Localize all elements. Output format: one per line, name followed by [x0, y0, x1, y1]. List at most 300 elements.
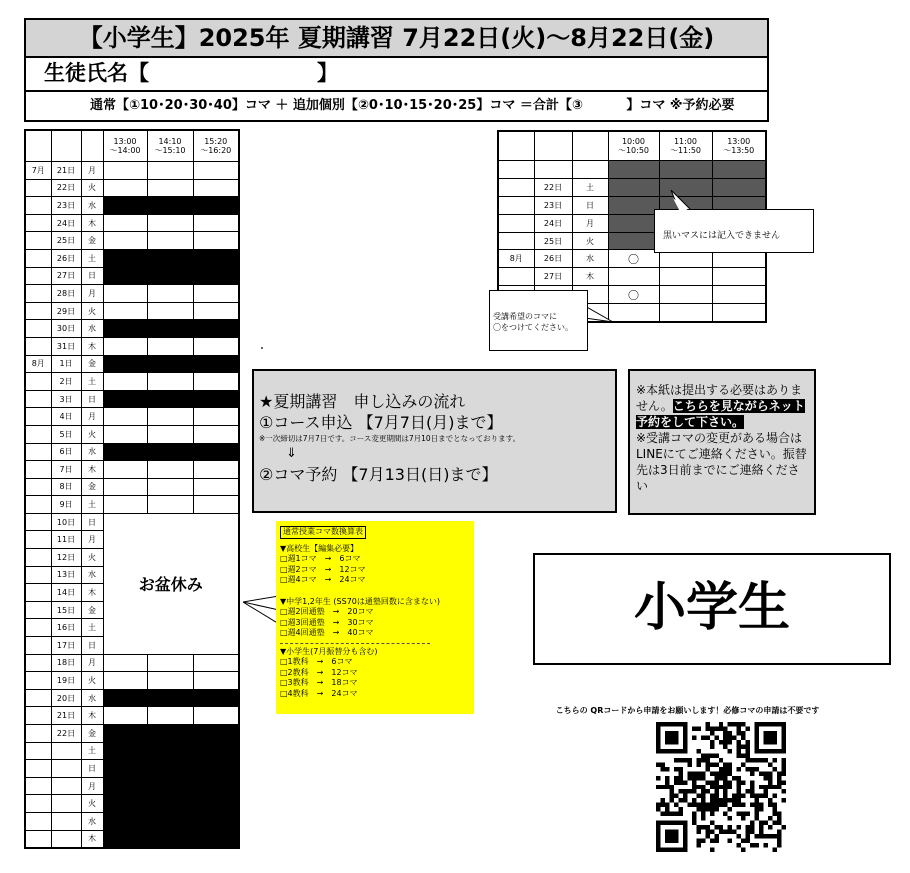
day-cell: 12日 [51, 549, 81, 567]
unavailable-slot [103, 795, 147, 813]
schedule-row [25, 425, 239, 443]
unavailable-slot [193, 355, 239, 373]
slot-cell[interactable] [103, 302, 147, 320]
conversion-line: □週2コマ → 12コマ [280, 564, 366, 574]
conversion-line: □週3回通塾 → 30コマ [280, 617, 374, 627]
month-cell [498, 214, 534, 232]
weekday-cell: 土 [81, 742, 103, 760]
slot-cell[interactable] [147, 408, 193, 426]
slot-cell[interactable] [103, 232, 147, 250]
flow-step1-note: ※一次締切は7月7日です。コース変更期間は7月10日までとなっております。 [259, 434, 521, 443]
month-cell [25, 214, 51, 232]
unavailable-slot [147, 777, 193, 795]
conversion-line: □4教科 → 24コマ [280, 688, 358, 698]
unavailable-slot [103, 443, 147, 461]
day-cell: 15日 [51, 601, 81, 619]
header-blank-cell [572, 131, 608, 161]
slot-cell[interactable] [103, 337, 147, 355]
unavailable-slot [103, 725, 147, 743]
day-cell: 25日 [51, 232, 81, 250]
weekday-cell: 日 [81, 760, 103, 778]
schedule-row [25, 777, 239, 795]
slot-cell[interactable] [103, 408, 147, 426]
month-cell [25, 601, 51, 619]
schedule-table [24, 129, 240, 849]
month-cell [25, 812, 51, 830]
conversion-group-heading: ▼中学1,2年生 (SS70は通塾回数に含まない) [280, 596, 440, 606]
unavailable-slot [147, 267, 193, 285]
slot-cell[interactable] [193, 408, 239, 426]
month-cell [25, 777, 51, 795]
conversion-line: □週1コマ → 6コマ [280, 554, 361, 563]
month-cell: 8月 [25, 355, 51, 373]
slot-cell[interactable] [193, 162, 239, 180]
slot-cell[interactable] [193, 425, 239, 443]
schedule-row [25, 355, 239, 373]
weekday-cell: 火 [81, 672, 103, 690]
slot-cell[interactable] [193, 478, 239, 496]
slot-cell[interactable] [147, 478, 193, 496]
month-cell [25, 337, 51, 355]
dashed-divider [280, 643, 430, 644]
unavailable-slot [103, 777, 147, 795]
slot-cell[interactable] [147, 162, 193, 180]
conversion-group-heading: ▼小学生(7月振替分も含む) [280, 646, 378, 656]
selected-slot-circle[interactable]: 〇 [608, 286, 659, 304]
schedule-row [25, 654, 239, 672]
month-cell [25, 179, 51, 197]
day-cell: 4日 [51, 408, 81, 426]
day-cell: 27日 [51, 267, 81, 285]
schedule-row [25, 742, 239, 760]
month-cell [25, 302, 51, 320]
day-cell: 17日 [51, 637, 81, 655]
student-name-field: 生徒氏名【 】 [24, 58, 769, 92]
day-cell: 10日 [51, 513, 81, 531]
slot-cell[interactable] [147, 707, 193, 725]
day-cell [51, 795, 81, 813]
slot-cell[interactable] [103, 162, 147, 180]
month-cell [25, 197, 51, 215]
month-cell [25, 425, 51, 443]
day-cell: 21日 [51, 707, 81, 725]
time-slot-header [608, 131, 659, 161]
slot-cell[interactable] [608, 268, 659, 286]
weekday-cell: 木 [81, 584, 103, 602]
header-blank-cell [81, 130, 103, 162]
month-cell [25, 513, 51, 531]
slot-cell[interactable] [103, 672, 147, 690]
time-slot-text: 15:20 [204, 137, 228, 146]
conversion-line: □週2回通塾 → 20コマ [280, 607, 374, 616]
notice-part2: ※受講コマの変更がある場合はLINEにてご連絡ください。振替先は3日前までにご連絡ください [636, 431, 807, 493]
stray-dot [261, 347, 263, 349]
unavailable-slot [193, 443, 239, 461]
unavailable-slot [608, 161, 659, 179]
month-cell [25, 461, 51, 479]
day-cell: 19日 [51, 672, 81, 690]
slot-cell[interactable] [608, 304, 659, 322]
weekday-cell: 金 [81, 232, 103, 250]
time-slot-text: 14:10 [158, 137, 182, 146]
month-cell [498, 232, 534, 250]
weekday-cell: 木 [81, 337, 103, 355]
grade-label: 小学生 [533, 553, 891, 665]
time-slot-header [193, 130, 239, 162]
header-blank-cell [498, 131, 534, 161]
slot-cell[interactable] [193, 337, 239, 355]
day-cell: 3日 [51, 390, 81, 408]
slot-cell[interactable] [103, 478, 147, 496]
unavailable-slot [193, 830, 239, 848]
weekday-cell: 木 [81, 707, 103, 725]
month-cell [25, 549, 51, 567]
slot-cell[interactable] [103, 214, 147, 232]
unavailable-slot [193, 760, 239, 778]
unavailable-slot [103, 267, 147, 285]
month-cell [25, 285, 51, 303]
slot-cell[interactable] [103, 179, 147, 197]
unavailable-slot [193, 795, 239, 813]
unavailable-slot [193, 249, 239, 267]
flow-step1: ①コース申込 【7月7日(月)まで】 [259, 413, 503, 432]
weekday-cell: 月 [81, 531, 103, 549]
weekday-cell: 火 [81, 795, 103, 813]
schedule-row [25, 812, 239, 830]
unavailable-slot [193, 267, 239, 285]
weekday-cell: 金 [81, 601, 103, 619]
time-slot-text: 〜15:10 [154, 146, 186, 155]
unavailable-slot [103, 742, 147, 760]
weekday-cell: 土 [81, 373, 103, 391]
day-cell: 1日 [51, 355, 81, 373]
unavailable-slot [712, 178, 766, 196]
schedule-row [25, 373, 239, 391]
day-cell: 21日 [51, 162, 81, 180]
unavailable-slot [147, 249, 193, 267]
obon-holiday-cell: お盆休み [103, 513, 239, 654]
slot-cell[interactable] [193, 707, 239, 725]
time-slot-text: 〜14:00 [109, 146, 141, 155]
slot-cell[interactable] [147, 672, 193, 690]
day-cell: 28日 [51, 285, 81, 303]
time-slot-header [659, 131, 712, 161]
schedule-row [25, 725, 239, 743]
day-cell: 24日 [51, 214, 81, 232]
weekday-cell: 金 [81, 355, 103, 373]
schedule-row [25, 408, 239, 426]
weekday-cell: 水 [81, 197, 103, 215]
slot-cell[interactable] [193, 302, 239, 320]
month-cell: 7月 [25, 162, 51, 180]
month-cell [25, 742, 51, 760]
schedule-row [25, 179, 239, 197]
header-blank-cell [25, 130, 51, 162]
month-cell [25, 478, 51, 496]
schedule-row [25, 320, 239, 338]
day-cell [51, 830, 81, 848]
month-cell [25, 408, 51, 426]
page-title: 【小学生】2025年 夏期講習 7月22日(火)〜8月22日(金) [24, 18, 769, 58]
slot-cell[interactable] [659, 268, 712, 286]
slot-cell[interactable] [147, 654, 193, 672]
weekday-cell: 土 [81, 496, 103, 514]
unavailable-slot [193, 725, 239, 743]
conversion-line: □2教科 → 12コマ [280, 667, 358, 677]
schedule-row [25, 197, 239, 215]
unavailable-slot [103, 390, 147, 408]
schedule-row [25, 162, 239, 180]
month-cell [498, 178, 534, 196]
weekday-cell: 金 [81, 725, 103, 743]
slot-cell[interactable] [147, 285, 193, 303]
slot-cell[interactable] [712, 268, 766, 286]
day-cell: 30日 [51, 320, 81, 338]
slot-cell[interactable] [103, 425, 147, 443]
month-cell [25, 531, 51, 549]
day-cell: 22日 [534, 178, 572, 196]
callout-black-cells: 黒いマスには記入できません [654, 209, 814, 253]
unavailable-slot [193, 689, 239, 707]
slot-cell[interactable] [147, 232, 193, 250]
schedule-row [25, 830, 239, 848]
weekday-cell: 水 [81, 566, 103, 584]
month-cell [25, 672, 51, 690]
qr-code-icon[interactable] [656, 722, 786, 852]
slot-cell[interactable] [193, 232, 239, 250]
schedule-row [25, 232, 239, 250]
unavailable-slot [147, 725, 193, 743]
spacer [280, 586, 470, 597]
month-cell [25, 566, 51, 584]
unavailable-slot [193, 390, 239, 408]
day-cell [51, 777, 81, 795]
day-cell: 5日 [51, 425, 81, 443]
day-cell: 23日 [51, 197, 81, 215]
weekday-cell: 木 [81, 461, 103, 479]
day-cell: 16日 [51, 619, 81, 637]
day-cell: 31日 [51, 337, 81, 355]
unavailable-slot [147, 795, 193, 813]
conversion-title: 通常授業コマ数換算表 [280, 526, 366, 539]
unavailable-slot [103, 760, 147, 778]
slot-cell[interactable] [103, 461, 147, 479]
day-cell: 7日 [51, 461, 81, 479]
slot-cell[interactable] [147, 179, 193, 197]
unavailable-slot [147, 812, 193, 830]
koma-formula: 通常【①10･20･30･40】コマ ＋ 追加個別【②0･10･15･20･25】コマ ＝合計【③ 】コマ ※予約必要 [24, 92, 769, 122]
weekday-cell: 土 [572, 178, 608, 196]
schedule-row [25, 496, 239, 514]
weekday-cell: 日 [81, 513, 103, 531]
unavailable-slot [712, 161, 766, 179]
slot-cell[interactable] [712, 286, 766, 304]
schedule-row [25, 390, 239, 408]
unavailable-slot [103, 689, 147, 707]
slot-cell[interactable] [103, 285, 147, 303]
callout-pointer [585, 300, 615, 324]
day-cell: 24日 [534, 214, 572, 232]
weekday-cell: 火 [81, 179, 103, 197]
weekday-cell: 土 [81, 249, 103, 267]
month-cell [25, 689, 51, 707]
schedule-row [25, 461, 239, 479]
conversion-group-heading: ▼高校生【編集必要】 [280, 543, 359, 553]
slot-cell[interactable] [712, 304, 766, 322]
header-blank-cell [51, 130, 81, 162]
day-cell: 14日 [51, 584, 81, 602]
day-cell: 29日 [51, 302, 81, 320]
month-cell [25, 249, 51, 267]
month-cell [25, 320, 51, 338]
notice-part1: ※本紙は提出する必要はありません。 [636, 383, 803, 413]
day-cell: 25日 [534, 232, 572, 250]
weekday-cell: 金 [81, 478, 103, 496]
notice-box [628, 369, 816, 515]
slot-cell[interactable] [193, 214, 239, 232]
weekday-cell: 日 [81, 637, 103, 655]
slot-cell[interactable] [147, 373, 193, 391]
schedule-row [25, 760, 239, 778]
time-slot-text: 13:00 [113, 137, 137, 146]
weekday-cell: 火 [572, 232, 608, 250]
time-slot-text: 〜10:50 [617, 146, 650, 155]
weekday-cell: 火 [81, 302, 103, 320]
day-cell [51, 760, 81, 778]
unavailable-slot [193, 777, 239, 795]
schedule-row [25, 795, 239, 813]
month-cell [25, 584, 51, 602]
unavailable-slot [193, 320, 239, 338]
time-slot-header [712, 131, 766, 161]
weekday-cell: 木 [81, 214, 103, 232]
callout-circle-line1: 受講希望のコマに [493, 312, 557, 321]
unavailable-slot [608, 232, 659, 250]
slot-cell[interactable] [103, 373, 147, 391]
slot-cell[interactable] [193, 373, 239, 391]
weekday-cell: 月 [81, 162, 103, 180]
time-slot-header [147, 130, 193, 162]
unavailable-slot [608, 178, 659, 196]
slot-cell[interactable] [147, 425, 193, 443]
month-cell [498, 268, 534, 286]
month-cell [498, 196, 534, 214]
unavailable-slot [608, 196, 659, 214]
time-slot-text: 〜11:50 [669, 146, 702, 155]
slot-cell[interactable] [103, 496, 147, 514]
schedule-row [25, 302, 239, 320]
weekday-cell: 火 [81, 425, 103, 443]
schedule-row [25, 478, 239, 496]
unavailable-slot [103, 355, 147, 373]
month-cell [25, 795, 51, 813]
slot-cell[interactable] [103, 707, 147, 725]
month-cell [25, 267, 51, 285]
slot-cell[interactable] [193, 285, 239, 303]
application-flow-box [252, 369, 617, 513]
slot-cell[interactable] [147, 337, 193, 355]
unavailable-slot [147, 320, 193, 338]
slot-cell[interactable] [659, 286, 712, 304]
weekday-cell: 木 [81, 830, 103, 848]
schedule-row [25, 214, 239, 232]
weekday-cell: 月 [81, 285, 103, 303]
slot-cell[interactable] [103, 654, 147, 672]
unavailable-slot [147, 355, 193, 373]
month-cell [25, 830, 51, 848]
slot-cell[interactable] [193, 179, 239, 197]
schedule-header-row [25, 130, 239, 162]
slot-cell[interactable] [193, 672, 239, 690]
weekday-cell: 日 [81, 267, 103, 285]
day-cell: 26日 [51, 249, 81, 267]
selected-slot-circle[interactable]: 〇 [608, 250, 659, 268]
slot-cell[interactable] [147, 214, 193, 232]
unavailable-slot [103, 197, 147, 215]
slot-cell[interactable] [193, 461, 239, 479]
weekday-cell: 日 [81, 390, 103, 408]
slot-cell[interactable] [147, 496, 193, 514]
unavailable-slot [147, 197, 193, 215]
weekday-cell: 日 [572, 196, 608, 214]
time-slot-text: 〜13:50 [723, 146, 755, 155]
unavailable-slot [103, 249, 147, 267]
month-cell [25, 390, 51, 408]
weekday-cell: 月 [81, 654, 103, 672]
schedule-row [25, 513, 239, 531]
flow-step2: ②コマ予約 【7月13日(日)まで】 [259, 465, 498, 484]
conversion-line: □週4コマ → 24コマ [280, 575, 366, 584]
schedule-row [25, 267, 239, 285]
month-cell [25, 637, 51, 655]
day-cell: 22日 [51, 725, 81, 743]
unavailable-slot [608, 214, 659, 232]
day-cell: 22日 [51, 179, 81, 197]
slot-cell[interactable] [193, 496, 239, 514]
unavailable-slot [193, 742, 239, 760]
day-cell: 23日 [534, 196, 572, 214]
month-cell [25, 619, 51, 637]
callout-circle-instruction [489, 290, 588, 351]
day-cell [51, 742, 81, 760]
notice-highlight: こちらを見ながらネット予約をして下さい。 [636, 399, 805, 429]
unavailable-slot [147, 689, 193, 707]
weekday-cell: 水 [572, 250, 608, 268]
day-cell: 13日 [51, 566, 81, 584]
day-cell: 27日 [534, 268, 572, 286]
unavailable-slot [103, 830, 147, 848]
day-cell: 20日 [51, 689, 81, 707]
slot-cell[interactable] [147, 302, 193, 320]
day-cell: 18日 [51, 654, 81, 672]
koma-conversion-box [276, 521, 474, 714]
weekday-cell [572, 161, 608, 179]
sample-header-row [498, 131, 766, 161]
weekday-cell: 水 [81, 812, 103, 830]
sample-row [498, 178, 766, 196]
schedule-row [25, 285, 239, 303]
month-cell [25, 654, 51, 672]
slot-cell[interactable] [193, 654, 239, 672]
conversion-line: □3教科 → 18コマ [280, 678, 358, 687]
slot-cell[interactable] [147, 461, 193, 479]
weekday-cell: 水 [81, 443, 103, 461]
unavailable-slot [147, 443, 193, 461]
flow-heading: ★夏期講習 申し込みの流れ [259, 392, 466, 411]
slot-cell[interactable] [659, 304, 712, 322]
qr-caption: こちらの QRコードから申請をお願いします！必修コマの申請は不要です [555, 706, 820, 715]
weekday-cell: 木 [572, 268, 608, 286]
